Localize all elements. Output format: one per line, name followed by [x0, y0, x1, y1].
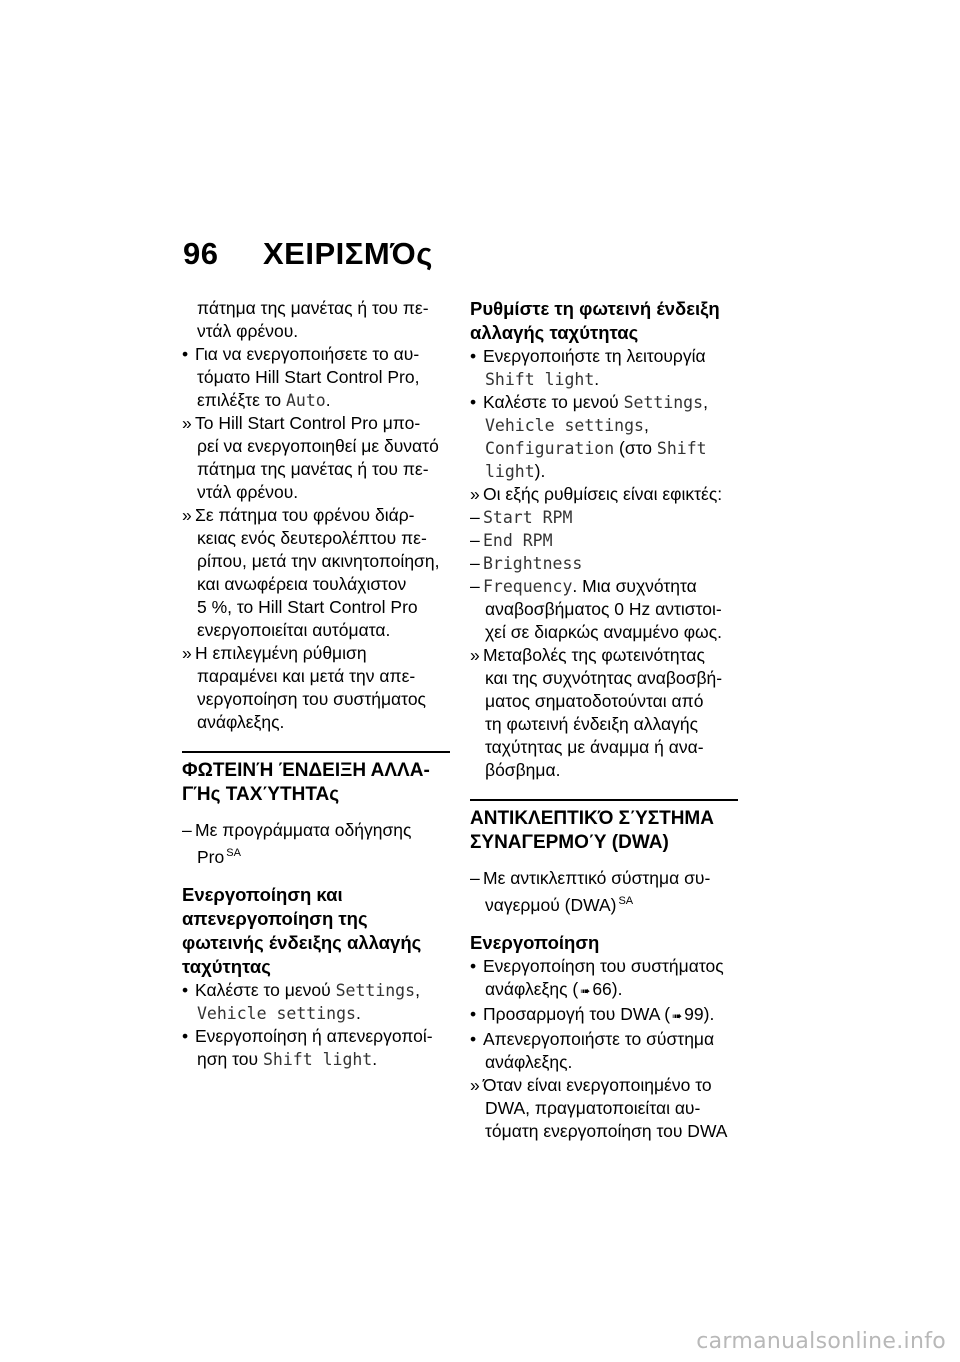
page-number: 96 — [183, 236, 219, 271]
result-marker: » — [182, 505, 192, 525]
sa-superscript: SA — [226, 847, 241, 859]
result-item: » Σε πάτημα του φρένου διάρ- — [182, 505, 415, 525]
page-header — [183, 236, 433, 272]
bullet-marker: • — [470, 346, 477, 366]
watermark: carmanualsonline.info — [696, 1329, 946, 1354]
code-brightness: Brightness — [483, 554, 583, 573]
result-line: και ανωφέρεια τουλάχιστον — [197, 574, 407, 594]
bullet-marker: • — [470, 956, 477, 976]
dash-marker: – — [182, 820, 192, 840]
sub-heading: αλλαγής ταχύτητας — [470, 322, 639, 343]
sub-heading: Ενεργοποίηση και — [182, 884, 343, 905]
bullet-marker: • — [182, 980, 189, 1000]
sub-heading: Ενεργοποίηση — [470, 932, 600, 953]
sub-heading: ταχύτητας — [182, 956, 271, 977]
bullet-line: ανάφλεξης ( ➠ 66). — [485, 979, 623, 999]
code-vehicle-settings: Vehicle settings — [485, 416, 644, 435]
dash-item: – Frequency. Μια συχνότητα — [470, 576, 697, 596]
bullet-line: τόματο Hill Start Control Pro, — [197, 367, 420, 387]
code-vehicle-settings: Vehicle settings — [197, 1004, 356, 1023]
dash-item — [470, 529, 740, 552]
result-marker: » — [470, 645, 480, 665]
bullet-line: Vehicle settings, — [485, 415, 649, 435]
dash-item: – Με προγράμματα οδήγησης — [182, 820, 412, 840]
bullet-item: • Καλέστε το μενού Settings, — [470, 392, 708, 412]
result-line: τόματη ενεργοποίηση του DWA — [485, 1121, 728, 1141]
dash-line: αναβοσβήματος 0 Hz αντιστοι- — [485, 599, 722, 619]
dash-line: χεί σε διαρκώς αναμμένο φως. — [485, 622, 723, 642]
section-heading: ΓΉς ΤΑΧΎΤΗΤΑς — [182, 784, 340, 805]
bullet-line: επιλέξτε το Auto. — [197, 390, 331, 410]
result-line: κειας ενός δευτερολέπτου πε- — [197, 528, 427, 548]
bullet-line: Configuration (στο Shift — [485, 438, 707, 458]
code-auto: Auto — [286, 391, 326, 410]
bullet-marker: • — [470, 1004, 477, 1024]
dash-marker: – — [470, 576, 480, 596]
result-line: ρίπου, μετά την ακινητοποίηση, — [197, 551, 440, 571]
section-heading: ΑΝΤΙΚΛΕΠΤΙΚΌ ΣΎΣΤΗΜΑ — [470, 808, 714, 829]
dash-item: – Με αντικλεπτικό σύστημα συ- — [470, 868, 711, 888]
section-title: ΧΕΙΡΙΣΜΌς — [263, 236, 433, 271]
result-line: πάτημα της μανέτας ή του πε- — [197, 459, 429, 479]
sa-superscript: SA — [618, 895, 634, 907]
bullet-marker: • — [182, 1026, 189, 1046]
code-light: light — [485, 462, 535, 481]
bullet-item: • Προσαρμογή του DWA ( ➠ 99). — [470, 1004, 715, 1024]
dash-marker: – — [470, 553, 480, 573]
dash-marker: – — [470, 507, 480, 527]
section-heading: ΣΥΝΑΓΕΡΜΟΎ (DWA) — [470, 832, 669, 853]
bullet-item: • Απενεργοποιήστε το σύστημα — [470, 1029, 715, 1049]
sub-heading: Ρυθμίστε τη φωτεινή ένδειξη — [470, 298, 720, 319]
dash-item — [470, 552, 740, 575]
bullet-line: light). — [485, 461, 546, 481]
result-line: τη φωτεινή ένδειξη αλλαγής — [485, 714, 699, 734]
code-shift: Shift — [656, 439, 707, 458]
result-marker: » — [182, 413, 192, 433]
bullet-marker: • — [470, 392, 477, 412]
paragraph-line: ντάλ φρένου. — [197, 321, 299, 341]
bullet-line: ηση του Shift light. — [197, 1049, 378, 1069]
bullet-marker: • — [182, 344, 189, 364]
dash-marker: – — [470, 530, 480, 550]
result-item: » Η επιλεγμένη ρύθμιση — [182, 643, 367, 663]
result-marker: » — [470, 1075, 480, 1095]
code-shift-light: Shift light — [262, 1050, 373, 1069]
result-line: ενεργοποιείται αυτόματα. — [197, 620, 391, 640]
result-marker: » — [470, 484, 480, 504]
page-reference-arrow-icon: ➠ — [672, 1009, 683, 1023]
code-settings: Settings — [623, 393, 704, 412]
result-item: » Μεταβολές της φωτεινότητας — [470, 645, 705, 665]
bullet-item: • Ενεργοποιήστε τη λειτουργία — [470, 346, 706, 366]
result-marker: » — [182, 643, 192, 663]
dash-item — [470, 506, 740, 529]
code-start-rpm: Start RPM — [483, 508, 573, 527]
bullet-line: ανάφλεξης. — [485, 1052, 573, 1072]
bullet-item: • Ενεργοποίηση ή απενεργοποί- — [182, 1026, 433, 1046]
result-line: DWA, πραγματοποιείται αυ- — [485, 1098, 701, 1118]
code-configuration: Configuration — [485, 439, 615, 458]
sub-heading: φωτεινής ένδειξης αλλαγής — [182, 932, 422, 953]
bullet-item: • Καλέστε το μενού Settings, — [182, 980, 420, 1000]
code-settings: Settings — [335, 981, 416, 1000]
bullet-item: • Για να ενεργοποιήσετε το αυ- — [182, 344, 420, 364]
code-shift-light: Shift light — [485, 370, 595, 389]
result-line: βόσβημα. — [485, 760, 561, 780]
result-line: και της συχνότητας αναβοσβή- — [485, 668, 723, 688]
left-column — [182, 297, 452, 1071]
result-line: ρεί να ενεργοποιηθεί με δυνατό — [197, 436, 439, 456]
result-line: ανάφλεξης. — [197, 712, 285, 732]
code-end-rpm: End RPM — [483, 531, 553, 550]
result-item: » Οι εξής ρυθμίσεις είναι εφικτές: — [470, 484, 723, 504]
code-frequency: Frequency — [483, 577, 573, 596]
bullet-line: Vehicle settings. — [197, 1003, 361, 1023]
bullet-line: Shift light. — [485, 369, 600, 389]
section-heading: ΦΩΤΕΙΝΉ ΈΝΔΕΙΞΗ ΑΛΛΑ- — [182, 760, 430, 781]
right-column — [470, 297, 740, 1143]
paragraph-line: πάτημα της μανέτας ή του πε- — [197, 298, 429, 318]
page-reference-arrow-icon: ➠ — [580, 984, 591, 998]
sub-heading: απενεργοποίηση της — [182, 908, 368, 929]
section-divider — [470, 799, 738, 801]
result-line: νεργοποίηση του συστήματος — [197, 689, 426, 709]
result-item: » Το Hill Start Control Pro μπο- — [182, 413, 421, 433]
result-line: 5 %, το Hill Start Control Pro — [197, 597, 418, 617]
dash-marker: – — [470, 868, 480, 888]
result-line: ματος σηματοδοτούνται από — [485, 691, 704, 711]
dash-line: Pro $^{SA}$ — [197, 847, 241, 867]
bullet-item: • Ενεργοποίηση του συστήματος — [470, 956, 724, 976]
result-line: ντάλ φρένου. — [197, 482, 299, 502]
result-item: » Όταν είναι ενεργοποιημένο το — [470, 1075, 712, 1095]
section-divider — [182, 751, 450, 753]
result-line: παραμένει και μετά την απε- — [197, 666, 416, 686]
result-line: ταχύτητας με άναμμα ή ανα- — [485, 737, 704, 757]
dash-line: ναγερμού (DWA) $^{SA}$ — [485, 895, 634, 915]
bullet-marker: • — [470, 1029, 477, 1049]
